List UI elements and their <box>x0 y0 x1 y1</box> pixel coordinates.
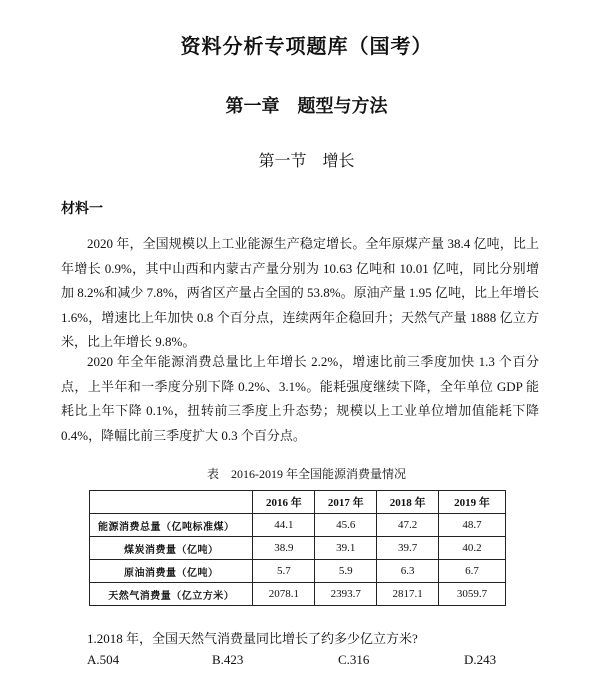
table-cell: 6.7 <box>439 560 506 583</box>
table-row <box>90 560 506 583</box>
table-cell: 6.3 <box>377 560 439 583</box>
row-label: 煤炭消费量（亿吨） <box>90 537 253 560</box>
table-header-cell: 2019 年 <box>439 491 506 514</box>
energy-consumption-table <box>89 490 506 606</box>
table-cell: 2078.1 <box>253 583 315 606</box>
table-header-cell: 2017 年 <box>315 491 377 514</box>
table-cell: 3059.7 <box>439 583 506 606</box>
table-cell: 38.9 <box>253 537 315 560</box>
material-label: 材料一 <box>61 201 103 217</box>
document-title: 资料分析专项题库（国考） <box>180 34 433 58</box>
paragraph-1: 2020 年，全国规模以上工业能源生产稳定增长。全年原煤产量 38.4 亿吨，比上年增长 0.9%，其中山西和内蒙古产量分别为 10.63 亿吨和 10.01 亿吨，同比分别增加 8.2%和减少 7.8%，两省区产量占全国的 53.8%。原油产量 1.95 亿吨，比上年增长 1.6%，增速比上年加快 0.8 个百分点，连续两年企稳回升；天然气产量 1888 亿立方米，比上年增长 9.8%。 <box>61 236 539 349</box>
option-a: A.504 <box>87 652 120 667</box>
table-cell: 5.9 <box>315 560 377 583</box>
table-header-row <box>90 491 506 514</box>
table-cell: 47.2 <box>377 514 439 537</box>
option-b: B.423 <box>212 652 244 667</box>
section-heading: 第一节 增长 <box>258 151 355 170</box>
table-cell: 40.2 <box>439 537 506 560</box>
option-d: D.243 <box>464 652 497 667</box>
table-caption: 表 2016-2019 年全国能源消费量情况 <box>207 467 406 481</box>
table-row <box>90 514 506 537</box>
option-c: C.316 <box>338 652 370 667</box>
paragraph-2: 2020 年全年能源消费总量比上年增长 2.2%，增速比前三季度加快 1.3 个百分点，上半年和一季度分别下降 0.2%、3.1%。能耗强度继续下降，全年单位 GDP 能耗比上年下降 0.1%，扭转前三季度上升态势；规模以上工业单位增加值能耗下降 0.4%，降幅比前三季度扩大 0.3 个百分点。 <box>61 354 539 443</box>
table-cell: 39.1 <box>315 537 377 560</box>
question-text: 1.2018 年，全国天然气消费量同比增长了约多少亿立方米? <box>87 631 418 646</box>
table-header-cell: 2016 年 <box>253 491 315 514</box>
row-label: 原油消费量（亿吨） <box>90 560 253 583</box>
table-cell: 2817.1 <box>377 583 439 606</box>
table-cell: 44.1 <box>253 514 315 537</box>
row-label: 能源消费总量（亿吨标准煤） <box>90 514 253 537</box>
table-cell: 48.7 <box>439 514 506 537</box>
table-header-cell <box>90 491 253 514</box>
table-cell: 5.7 <box>253 560 315 583</box>
table-cell: 45.6 <box>315 514 377 537</box>
chapter-heading: 第一章 题型与方法 <box>225 96 388 117</box>
table-cell: 2393.7 <box>315 583 377 606</box>
row-label: 天然气消费量（亿立方米） <box>90 583 253 606</box>
table-cell: 39.7 <box>377 537 439 560</box>
table-header-cell: 2018 年 <box>377 491 439 514</box>
table-row <box>90 583 506 606</box>
table-row <box>90 537 506 560</box>
